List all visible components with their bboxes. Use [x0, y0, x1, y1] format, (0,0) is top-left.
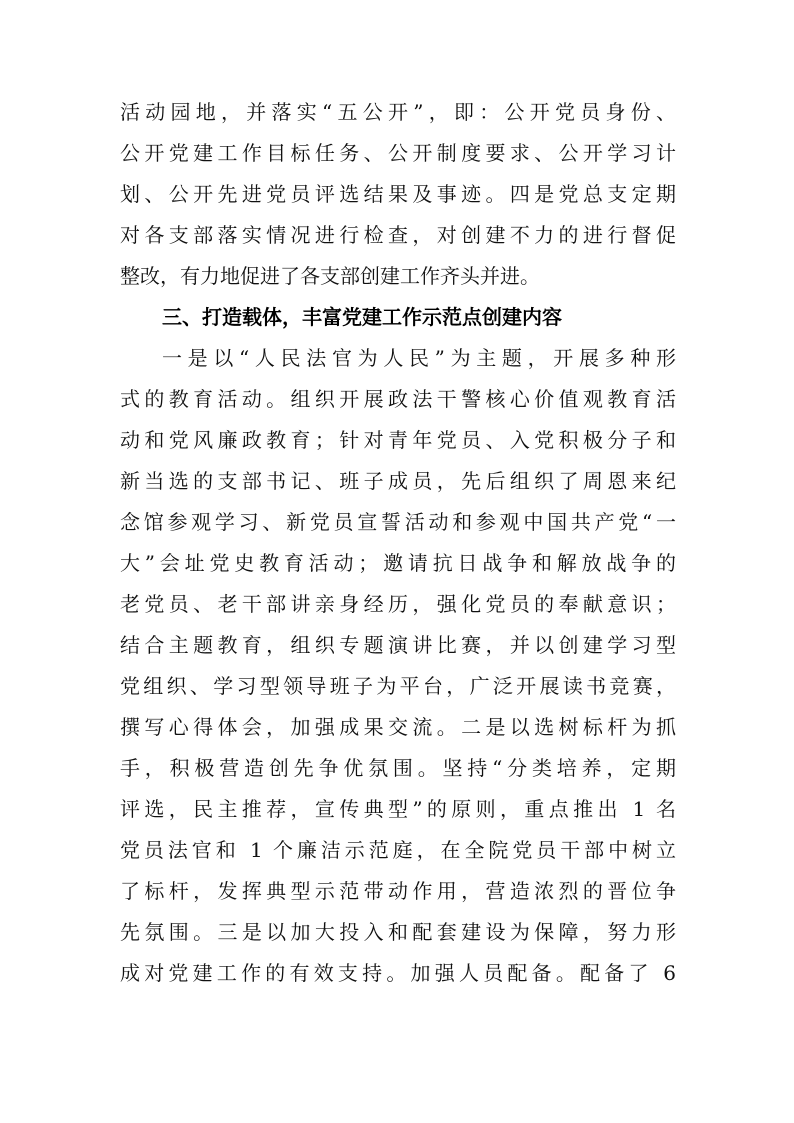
- paragraph-2-line-4: 新当选的支部书记、班子成员，先后组织了周恩来纪: [120, 469, 676, 493]
- paragraph-1-line-2: 公开党建工作目标任务、公开制度要求、公开学习计: [120, 141, 676, 165]
- paragraph-1-line-1: 活动园地，并落实“五公开”，即：公开党员身份、: [120, 100, 676, 124]
- paragraph-2-line-5: 念馆参观学习、新党员宣誓活动和参观中国共产党“一: [120, 510, 676, 534]
- paragraph-2-line-15: 先氛围。三是以加大投入和配套建设为保障，努力形: [120, 920, 676, 944]
- paragraph-1-line-4: 对各支部落实情况进行检查，对创建不力的进行督促: [120, 223, 676, 247]
- paragraph-2-line-14: 了标杆，发挥典型示范带动作用，营造浓烈的晋位争: [120, 879, 676, 903]
- paragraph-2-line-3: 动和党风廉政教育；针对青年党员、入党积极分子和: [120, 428, 676, 452]
- paragraph-2-line-13: 党员法官和 1 个廉洁示范庭，在全院党员干部中树立: [120, 838, 676, 862]
- paragraph-2-line-8: 结合主题教育，组织专题演讲比赛，并以创建学习型: [120, 633, 676, 657]
- paragraph-1-line-3: 划、公开先进党员评选结果及事迹。四是党总支定期: [120, 182, 676, 206]
- paragraph-2-line-1: 一是以“人民法官为人民”为主题，开展多种形: [162, 346, 676, 370]
- paragraph-2-line-9: 党组织、学习型领导班子为平台，广泛开展读书竞赛，: [120, 674, 676, 698]
- paragraph-2-line-6: 大”会址党史教育活动；邀请抗日战争和解放战争的: [120, 551, 676, 575]
- document-body: [120, 92, 676, 994]
- section-heading: 三、打造载体，丰富党建工作示范点创建内容: [162, 305, 562, 329]
- paragraph-1-line-5: 整改，有力地促进了各支部创建工作齐头并进。: [120, 264, 540, 288]
- paragraph-2-line-2: 式的教育活动。组织开展政法干警核心价值观教育活: [120, 387, 676, 411]
- paragraph-2-line-11: 手，积极营造创先争优氛围。坚持“分类培养，定期: [120, 756, 676, 780]
- paragraph-2-line-12: 评选，民主推荐，宣传典型”的原则，重点推出 1 名: [120, 797, 676, 821]
- paragraph-2-line-7: 老党员、老干部讲亲身经历，强化党员的奉献意识；: [120, 592, 676, 616]
- paragraph-2-line-10: 撰写心得体会，加强成果交流。二是以选树标杆为抓: [120, 715, 676, 739]
- paragraph-2-line-16: 成对党建工作的有效支持。加强人员配备。配备了 6: [120, 961, 676, 985]
